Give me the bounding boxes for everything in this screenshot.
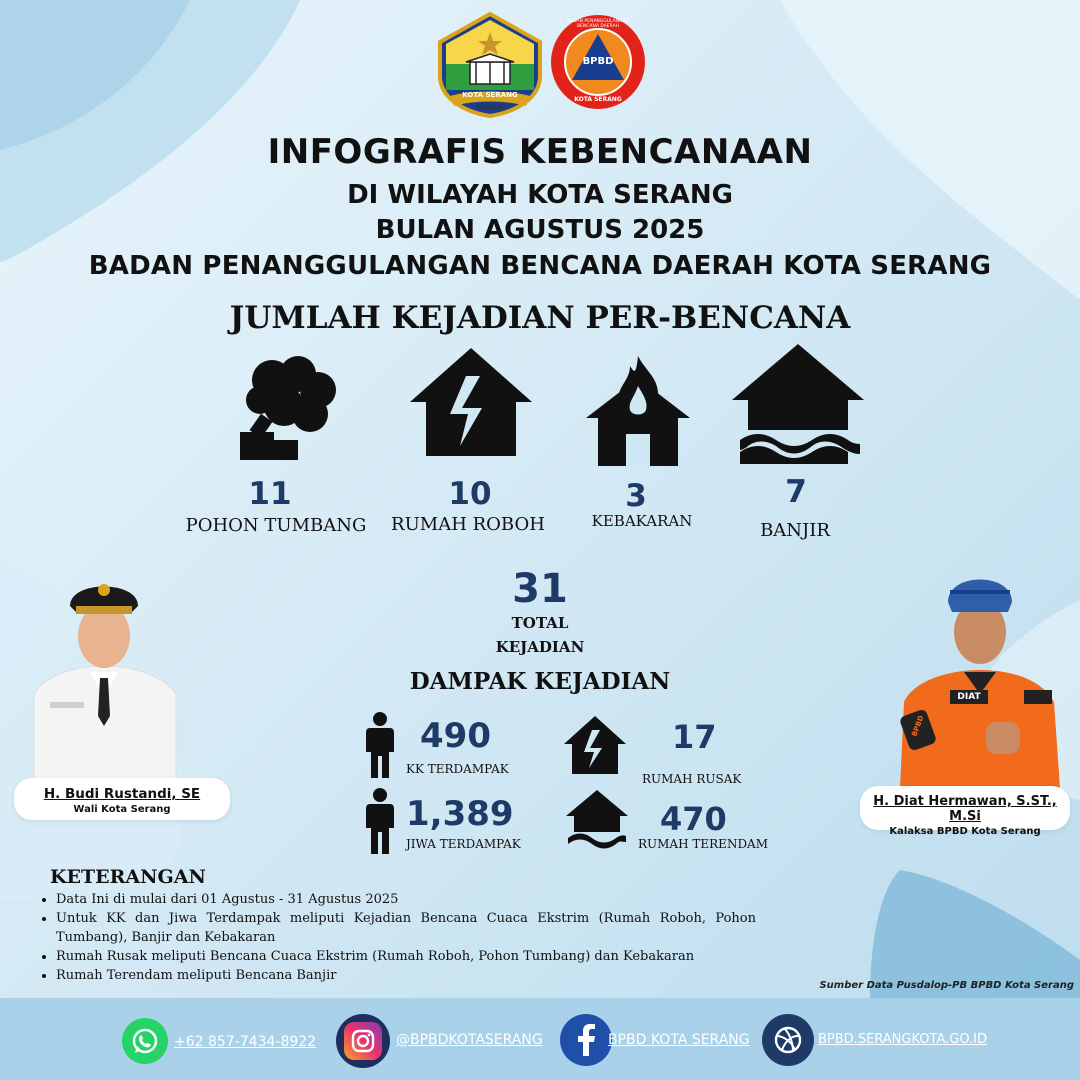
page-title: INFOGRAFIS KEBENCANAAN bbox=[267, 132, 813, 172]
subtitle-agency: BADAN PENANGGULANGAN BENCANA DAERAH KOTA SERANG bbox=[88, 251, 992, 281]
website-link[interactable]: BPBD.SERANGKOTA.GO.ID bbox=[818, 1032, 988, 1047]
notes-list bbox=[34, 890, 756, 985]
total-label-line1: TOTAL bbox=[511, 614, 569, 632]
impact-label: RUMAH TERENDAM bbox=[638, 837, 769, 851]
official-left-role: Wali Kota Serang bbox=[73, 804, 171, 815]
house-fire-icon bbox=[586, 356, 690, 466]
sleeve-badge: BPBD bbox=[910, 714, 926, 738]
disaster-label: POHON TUMBANG bbox=[185, 515, 367, 536]
whatsapp-link[interactable]: +62 857-7434-8922 bbox=[174, 1034, 317, 1050]
city-logo bbox=[436, 12, 544, 118]
disaster-count: 11 bbox=[248, 476, 292, 512]
disaster-label: BANJIR bbox=[760, 520, 830, 541]
impact-value: 17 bbox=[672, 718, 717, 756]
instagram-badge[interactable] bbox=[336, 1014, 390, 1068]
disaster-count: 10 bbox=[448, 476, 492, 512]
flooded-house-icon bbox=[566, 790, 628, 850]
flooded-house-icon bbox=[732, 344, 864, 464]
impact-label: KK TERDAMPAK bbox=[406, 762, 509, 776]
instagram-icon bbox=[344, 1022, 382, 1060]
notes-item: • Rumah Terendam meliputi Bencana Banjir bbox=[56, 966, 756, 985]
bpbd-logo-bottom: KOTA SERANG bbox=[574, 96, 622, 103]
city-logo-motto: MADANI bbox=[476, 104, 504, 111]
official-right-photo bbox=[890, 562, 1070, 788]
section-title: JUMLAH KEJADIAN PER-BENCANA bbox=[229, 300, 851, 336]
impact-label: RUMAH RUSAK bbox=[642, 772, 742, 786]
official-right-name: H. Diat Hermawan, S.ST., M.Si bbox=[873, 794, 1057, 824]
impact-value: 1,389 bbox=[406, 794, 514, 834]
disaster-label: KEBAKARAN bbox=[591, 512, 693, 530]
notes-item: • Rumah Rusak meliputi Bencana Cuaca Ekstrim (Rumah Roboh, Pohon Tumbang) dan Kebakaran bbox=[56, 947, 756, 966]
instagram-link[interactable]: @BPBDKOTASERANG bbox=[396, 1032, 543, 1048]
notes-title: KETERANGAN bbox=[50, 866, 206, 888]
official-left-photo bbox=[14, 566, 194, 780]
impact-title: DAMPAK KEJADIAN bbox=[409, 668, 671, 695]
disaster-label: RUMAH ROBOH bbox=[391, 514, 545, 535]
notes-item: • Untuk KK dan Jiwa Terdampak meliputi Kejadian Bencana Cuaca Ekstrim (Rumah Roboh, Pohon Tumbang), Banjir dan Kebakaran bbox=[56, 909, 756, 947]
city-logo-text: KOTA SERANG bbox=[462, 91, 518, 99]
person-icon bbox=[364, 788, 396, 854]
impact-value: 470 bbox=[660, 800, 727, 838]
collapsed-house-icon bbox=[410, 346, 532, 458]
name-tag: DIAT bbox=[957, 692, 981, 702]
damaged-house-icon bbox=[564, 716, 626, 774]
subtitle-period: BULAN AGUSTUS 2025 bbox=[375, 215, 705, 245]
subtitle-region: DI WILAYAH KOTA SERANG bbox=[347, 180, 733, 210]
facebook-icon[interactable] bbox=[560, 1014, 612, 1066]
official-right-role: Kalaksa BPBD Kota Serang bbox=[889, 826, 1041, 837]
bpbd-logo bbox=[550, 14, 646, 110]
bpbd-logo-ring: BADAN PENANGGULANGAN BENCANA DAERAH bbox=[566, 19, 630, 29]
impact-value: 490 bbox=[420, 716, 491, 756]
whatsapp-icon[interactable] bbox=[122, 1018, 168, 1064]
person-icon bbox=[364, 712, 396, 778]
facebook-link[interactable]: BPBD KOTA SERANG bbox=[608, 1032, 750, 1048]
total-label-line2: KEJADIAN bbox=[495, 638, 585, 656]
bpbd-logo-center: BPBD bbox=[582, 56, 614, 67]
impact-label: JIWA TERDAMPAK bbox=[406, 837, 521, 851]
disaster-count: 7 bbox=[785, 474, 807, 510]
official-right-card bbox=[860, 786, 1070, 837]
official-left-name: H. Budi Rustandi, SE bbox=[43, 786, 201, 802]
website-icon[interactable] bbox=[762, 1014, 814, 1066]
official-left-card bbox=[14, 778, 230, 820]
total-count: 31 bbox=[512, 566, 568, 612]
fallen-tree-icon bbox=[232, 354, 342, 462]
notes-item: • Data Ini di mulai dari 01 Agustus - 31 Agustus 2025 bbox=[56, 890, 756, 909]
disaster-count: 3 bbox=[625, 478, 647, 514]
data-source: Sumber Data Pusdalop-PB BPBD Kota Serang bbox=[819, 980, 1074, 991]
